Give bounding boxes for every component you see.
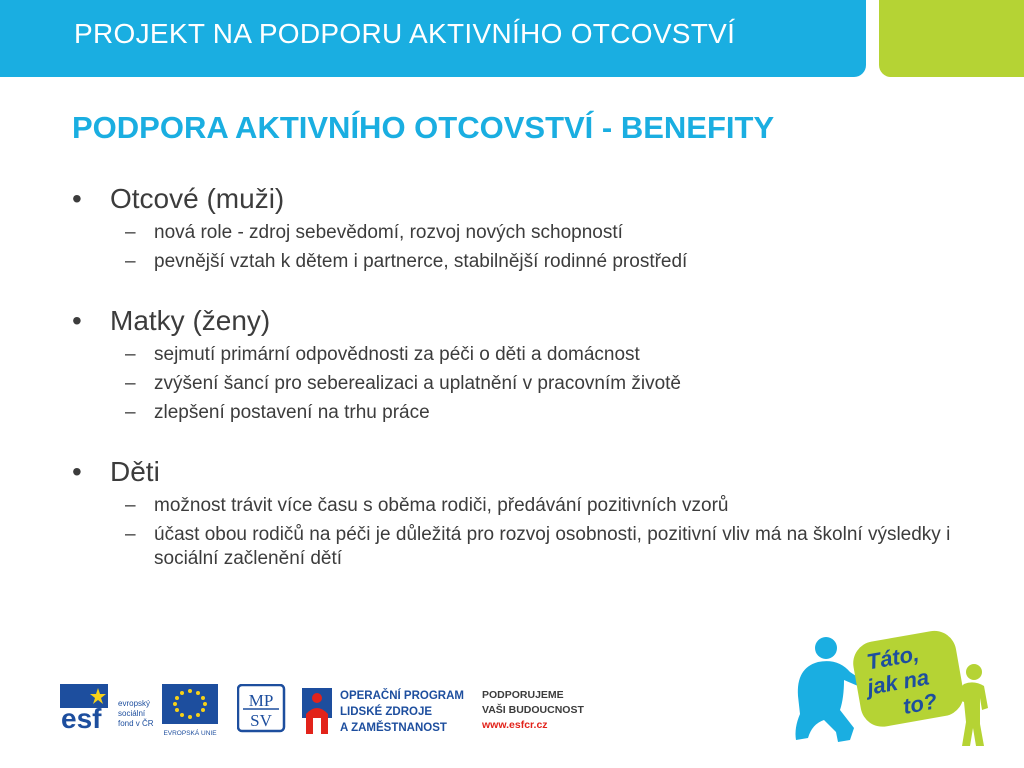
sub-item-text: pevnější vztah k dětem i partnerce, stabilnější rodinné prostředí [154, 251, 688, 272]
support-link[interactable]: www.esfcr.cz [482, 719, 548, 731]
eu-label: EVROPSKÁ UNIE [163, 730, 217, 737]
sub-item [125, 221, 982, 245]
section-mothers [72, 304, 982, 425]
header-bar [0, 0, 866, 77]
bullet-heading: Otcové (muži) [110, 183, 285, 214]
dash: – [125, 373, 136, 394]
child-head-icon [966, 664, 982, 680]
bullet-dot: • [72, 456, 82, 487]
eu-logo [160, 684, 220, 738]
sub-item-text: zvýšení šancí pro seberealizaci a uplatnění v pracovním životě [154, 373, 681, 394]
bullet-heading: Matky (ženy) [110, 305, 271, 336]
sub-item-text: účast obou rodičů na péči je důležitá pro rozvoj osobnosti, pozitivní vliv má na školní výsledky i sociální začlenění dětí [154, 524, 951, 569]
sub-item-text: nová role - zdroj sebevědomí, rozvoj nových schopností [154, 222, 623, 243]
man-head-icon [815, 637, 837, 659]
header-title: PROJEKT NA PODPORU AKTIVNÍHO OTCOVSTVÍ [74, 18, 736, 49]
mpsv-line1: MP [248, 691, 274, 710]
sub-item [125, 372, 982, 396]
tato-line2: jak na [865, 664, 931, 700]
section-children [72, 455, 982, 571]
op-line2: LIDSKÉ ZDROJE [340, 706, 433, 718]
man-body-icon [796, 661, 863, 742]
tato-line3: to? [900, 688, 940, 719]
sub-item [125, 343, 982, 367]
tato-line1: Táto, [864, 640, 921, 675]
esf-line3: fond v ČR [118, 719, 154, 728]
bullet-heading: Děti [110, 456, 160, 487]
support-line1: PODPORUJEME [482, 689, 564, 701]
slide-title: PODPORA AKTIVNÍHO OTCOVSTVÍ - BENEFITY [72, 110, 775, 145]
dash: – [125, 344, 136, 365]
bullet [72, 182, 982, 216]
eu-flag-icon [160, 684, 220, 738]
sub-item-text: možnost trávit více času s oběma rodiči, předávání pozitivních vzorů [154, 495, 729, 516]
support-block [482, 688, 612, 738]
op-figure-icon [300, 684, 336, 736]
tato-logo-graphic [788, 628, 998, 758]
bullet [72, 455, 982, 489]
dash: – [125, 524, 136, 545]
op-line1: OPERAČNÍ PROGRAM [340, 690, 464, 702]
esf-mark: esf [61, 703, 102, 734]
section-fathers [72, 182, 982, 274]
dash: – [125, 495, 136, 516]
header-accent [879, 0, 1024, 77]
sub-item [125, 401, 982, 425]
sub-item [125, 523, 955, 571]
tato-logo [788, 628, 998, 758]
sub-item [125, 250, 982, 274]
op-line3: A ZAMĚSTNANOST [340, 722, 447, 734]
dash: – [125, 222, 136, 243]
esf-line1: evropský [118, 699, 151, 708]
esf-logo-graphic [60, 684, 160, 734]
mpsv-logo [237, 684, 287, 734]
bullet-dot: • [72, 183, 82, 214]
op-logo [300, 684, 475, 740]
dash: – [125, 251, 136, 272]
sub-item [125, 494, 982, 518]
esf-logo [60, 684, 160, 734]
dash: – [125, 402, 136, 423]
bullet [72, 304, 982, 338]
sub-item-text: sejmutí primární odpovědnosti za péči o děti a domácnost [154, 344, 640, 365]
mpsv-line2: SV [250, 711, 272, 730]
content [72, 182, 982, 601]
esf-line2: sociální [118, 709, 146, 718]
support-line2: VAŠI BUDOUCNOST [482, 704, 584, 716]
bullet-dot: • [72, 305, 82, 336]
sub-item-text: zlepšení postavení na trhu práce [154, 402, 430, 423]
mpsv-logo-graphic [237, 684, 287, 734]
